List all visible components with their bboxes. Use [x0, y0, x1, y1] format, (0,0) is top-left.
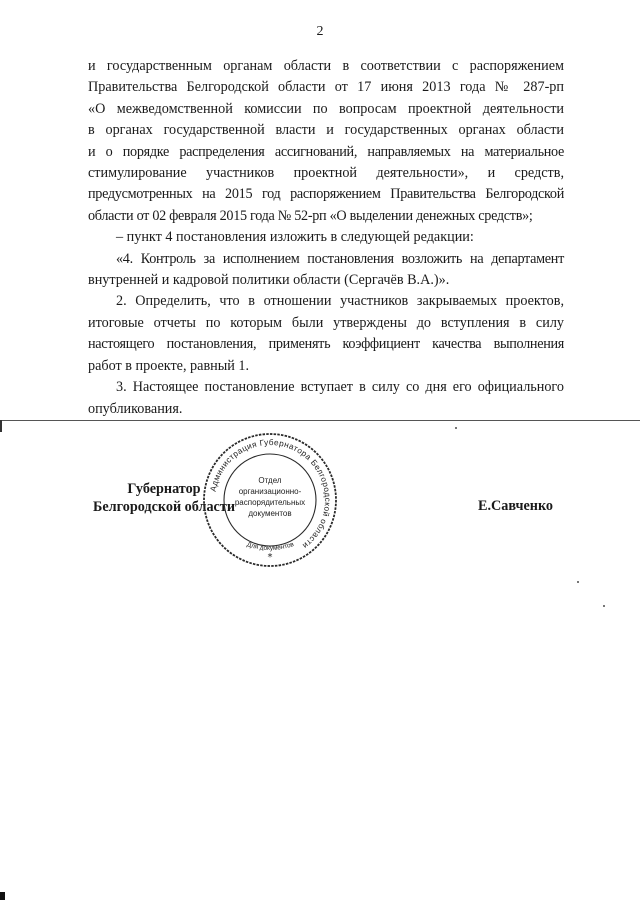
body-line: в органах государственной власти и государственных органах области — [88, 122, 564, 139]
stamp-star-icon: * — [267, 552, 273, 563]
body-line: опубликования. — [88, 400, 183, 417]
stamp-center-line: организационно- — [238, 487, 302, 496]
scan-speck — [577, 581, 579, 583]
body-line: итоговые отчеты по которым были утверждены до вступления в силу — [88, 314, 564, 331]
body-line: настоящего постановления, применять коэффициент качества выполнения — [88, 336, 564, 353]
rule-corner-mark — [0, 420, 2, 432]
horizontal-rule — [0, 420, 640, 421]
body-line: и государственным органам области в соответствии с распоряжением — [88, 58, 564, 74]
scan-speck — [603, 605, 605, 607]
signature-name: Е.Савченко — [478, 498, 554, 514]
scan-speck — [455, 427, 457, 429]
body-line: – пункт 4 постановления изложить в следующей редакции: — [116, 229, 474, 246]
scan-edge-mark — [0, 892, 5, 900]
body-line: 3. Настоящее постановление вступает в силу со дня его официального — [116, 379, 564, 396]
body-line: области от 02 февраля 2015 года № 52-рп «О выделении денежных средств»; — [88, 207, 533, 224]
stamp-center-line: распорядительных — [234, 498, 306, 507]
body-line: внутренней и кадровой политики области (Сергачёв В.А.)». — [88, 272, 450, 289]
body-line: «4. Контроль за исполнением постановления возложить на департамент — [116, 250, 564, 267]
document-body — [88, 56, 564, 420]
body-line: 2. Определить, что в отношении участников закрываемых проектов, — [116, 293, 564, 310]
signature-title-line: Губернатор — [127, 481, 201, 497]
body-line: работ в проекте, равный 1. — [88, 357, 250, 374]
stamp-center-line: Отдел — [258, 476, 282, 485]
body-line: Правительства Белгородской области от 17 июня 2013 года № 287-рп — [88, 79, 564, 96]
page-number: 2 — [316, 24, 324, 39]
body-line: и о порядке распределения ассигнований, направляемых на материальное — [88, 143, 564, 160]
official-stamp — [201, 431, 339, 569]
stamp-bottom-text: Для документов — [245, 541, 295, 553]
signature-title-line: Белгородской области — [93, 499, 235, 515]
body-line: стимулирование участников проектной деятельности», и средств, — [88, 165, 564, 182]
body-line: предусмотренных на 2015 год распоряжением Правительства Белгородской — [88, 186, 564, 203]
stamp-ring-text: Администрация Губернатора Белгородской области — [208, 437, 333, 551]
body-line: «О межведомственной комиссии по вопросам проектной деятельности — [88, 100, 564, 117]
stamp-center-line: документов — [248, 509, 292, 518]
